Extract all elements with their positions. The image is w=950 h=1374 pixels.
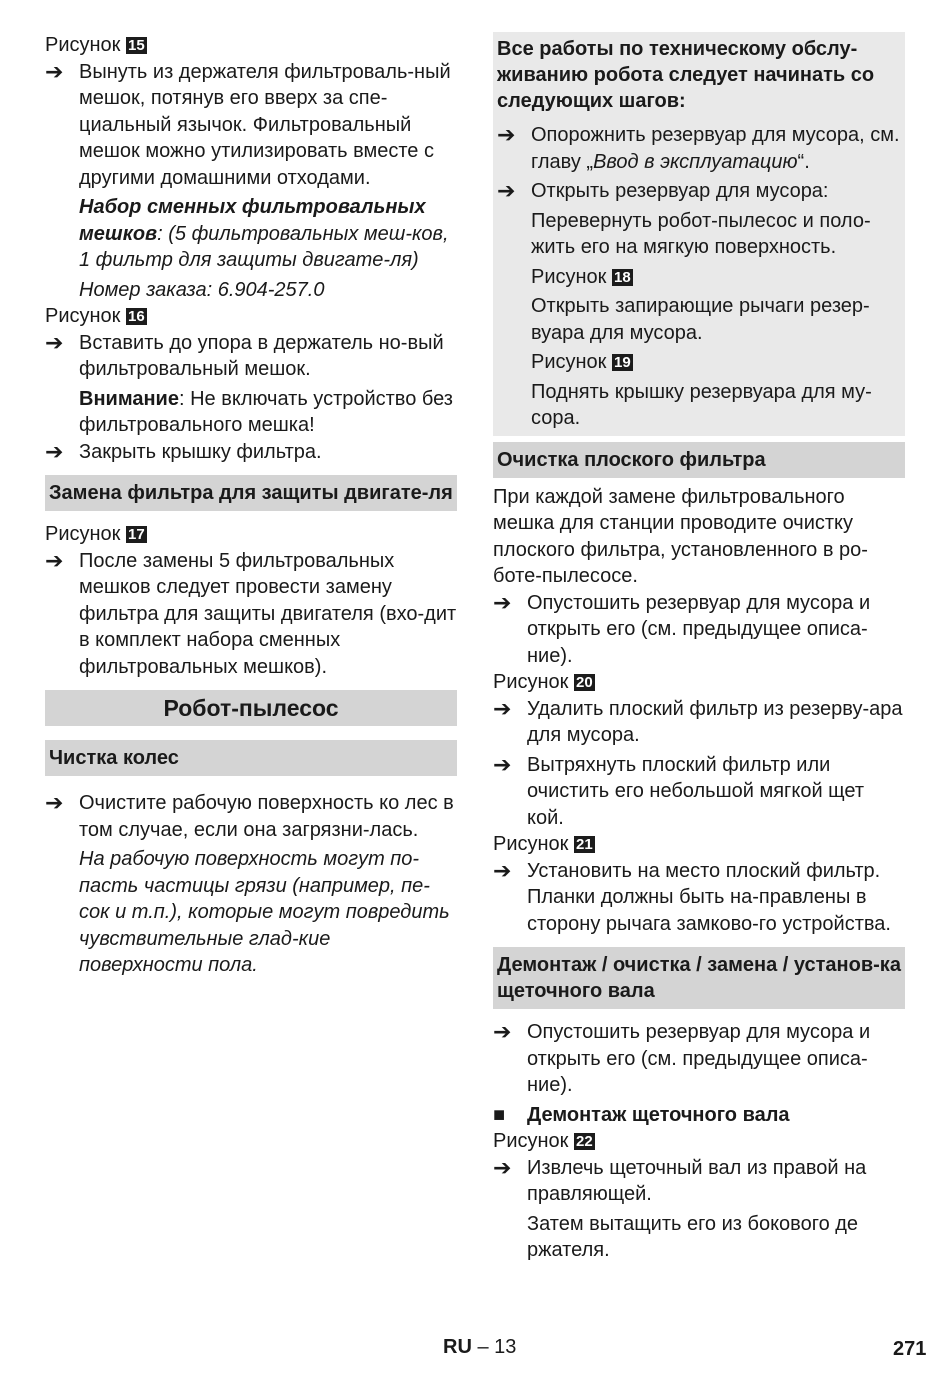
arrow-icon: ➔ [493,751,512,777]
arrow-icon: ➔ [45,790,64,815]
arrow-icon: ➔ [493,589,512,615]
figure-ref-18: Рисунок 18 [531,265,631,288]
instruction-step: ➔ Закрыть крышку фильтра. [45,438,322,464]
footer-total-page: 271 [893,1338,927,1360]
arrow-icon: ➔ [45,329,64,355]
flat-filter-intro: При каждой замене фильтровального мешка для станции проводите очистку плоского фильтра, установленного в ро-боте-пылесосе. [493,485,868,587]
figure-ref-17: Рисунок 17 [45,523,145,545]
instruction-step: ➔ Опустошить резервуар для мусора и открыть его (см. предыдущее описа-ние). [493,589,871,667]
arrow-icon: ➔ [493,1019,512,1044]
figure-ref-20: Рисунок 20 [493,671,593,693]
instruction-step: ➔ Опорожнить резервуар для мусора, см. главу „Ввод в эксплуатацию“. [497,122,900,173]
section-header-flat-filter: Очистка плоского фильтра [493,442,905,478]
section-header-motor-filter: Замена фильтра для защиты двигате-ля [45,475,457,511]
instruction-step: ➔ Вынуть из держателя фильтроваль-ный мешок, потянув его вверх за спе-циальный язычок. Фильтровальный мешок можно утилизировать вместе с другими домашними отходами. [45,58,451,189]
arrow-icon: ➔ [497,122,516,147]
instruction-step: ➔ Опустошить резервуар для мусора и открыть его (см. предыдущее описа-ние). [493,1019,871,1096]
square-bullet-icon: ■ [493,1103,506,1126]
arrow-icon: ➔ [497,178,516,203]
instruction-step: ➔ Извлечь щеточный вал из правой на правляющей. [493,1154,867,1205]
arrow-icon: ➔ [45,58,64,84]
instruction-step: ➔ Очистите рабочую поверхность ко лес в том случае, если она загрязни-лась. [45,790,454,841]
instruction-step: ➔ Вытряхнуть плоский фильтр или очистить его небольшой мягкой щет кой. [493,751,865,829]
figure-number-badge: 17 [128,526,145,543]
left-column [45,32,457,979]
subsection-title: ■ Демонтаж щеточного вала [493,1102,905,1129]
sub-step: Затем вытащить его из бокового де ржателя. [527,1212,859,1261]
figure-number-badge: 16 [128,308,145,325]
arrow-icon: ➔ [493,695,512,721]
figure-ref-15: Рисунок 15 [45,34,145,56]
footer-language-page: RU – 13 [443,1336,517,1358]
instruction-step: ➔ После замены 5 фильтровальных мешков следует провести замену фильтра для защиты двигателя (вхо-дит в комплект набора сменных фильтровальных мешков). [45,547,457,678]
sub-step: Открыть запирающие рычаги резер-вуара для мусора. [531,295,870,344]
box-title: Все работы по техническому обслу-живанию робота следует начинать со следующих шагов: [497,38,875,112]
arrow-icon: ➔ [493,857,512,883]
section-header-brush-roller: Демонтаж / очистка / замена / установ-ка щеточного вала [493,947,905,1009]
accessory-set-text: Набор сменных фильтровальных мешков: (5 фильтровальных меш-ков, 1 фильтр для защиты двигате-ля) [79,196,449,271]
arrow-icon: ➔ [493,1154,512,1180]
maintenance-prereq-box [493,32,905,436]
sub-step: Поднять крышку резервуара для му-сора. [531,380,872,429]
warning-note: Внимание: Не включать устройство без фильтровального мешка! [79,387,453,436]
figure-number-badge: 19 [614,354,631,371]
arrow-icon: ➔ [45,547,64,573]
figure-ref-19: Рисунок 19 [531,351,631,373]
figure-number-badge: 15 [128,37,145,54]
figure-ref-16: Рисунок 16 [45,305,145,327]
section-header-wheels: Чистка колес [45,740,457,776]
figure-ref-22: Рисунок 22 [493,1130,593,1152]
figure-number-badge: 20 [576,674,593,691]
figure-ref-21: Рисунок 21 [493,833,593,855]
sub-step: Перевернуть робот-пылесос и поло-жить его на мягкую поверхность. [531,209,871,258]
right-column [493,32,905,1264]
figure-number-badge: 18 [614,268,631,286]
instruction-step: ➔ Установить на место плоский фильтр. Планки должны быть на-правлены в сторону рычага замково-го устройства. [493,857,891,935]
order-number: Номер заказа: 6.904-257.0 [79,278,325,301]
instruction-step: ➔ Удалить плоский фильтр из резерву-ара для мусора. [493,695,903,746]
instruction-step: ➔ Вставить до упора в держатель но-вый фильтровальный мешок. [45,329,444,380]
arrow-icon: ➔ [45,438,64,464]
italic-note: На рабочую поверхность могут по-пасть частицы грязи (например, пе-сок и т.п.), которые могут повредить чувствительные глад-кие поверхности пола. [79,848,450,976]
chapter-header-robot: Робот-пылесос [45,690,457,726]
instruction-step: ➔ Открыть резервуар для мусора: [497,178,829,203]
figure-number-badge: 22 [576,1133,593,1150]
figure-number-badge: 21 [576,836,593,853]
